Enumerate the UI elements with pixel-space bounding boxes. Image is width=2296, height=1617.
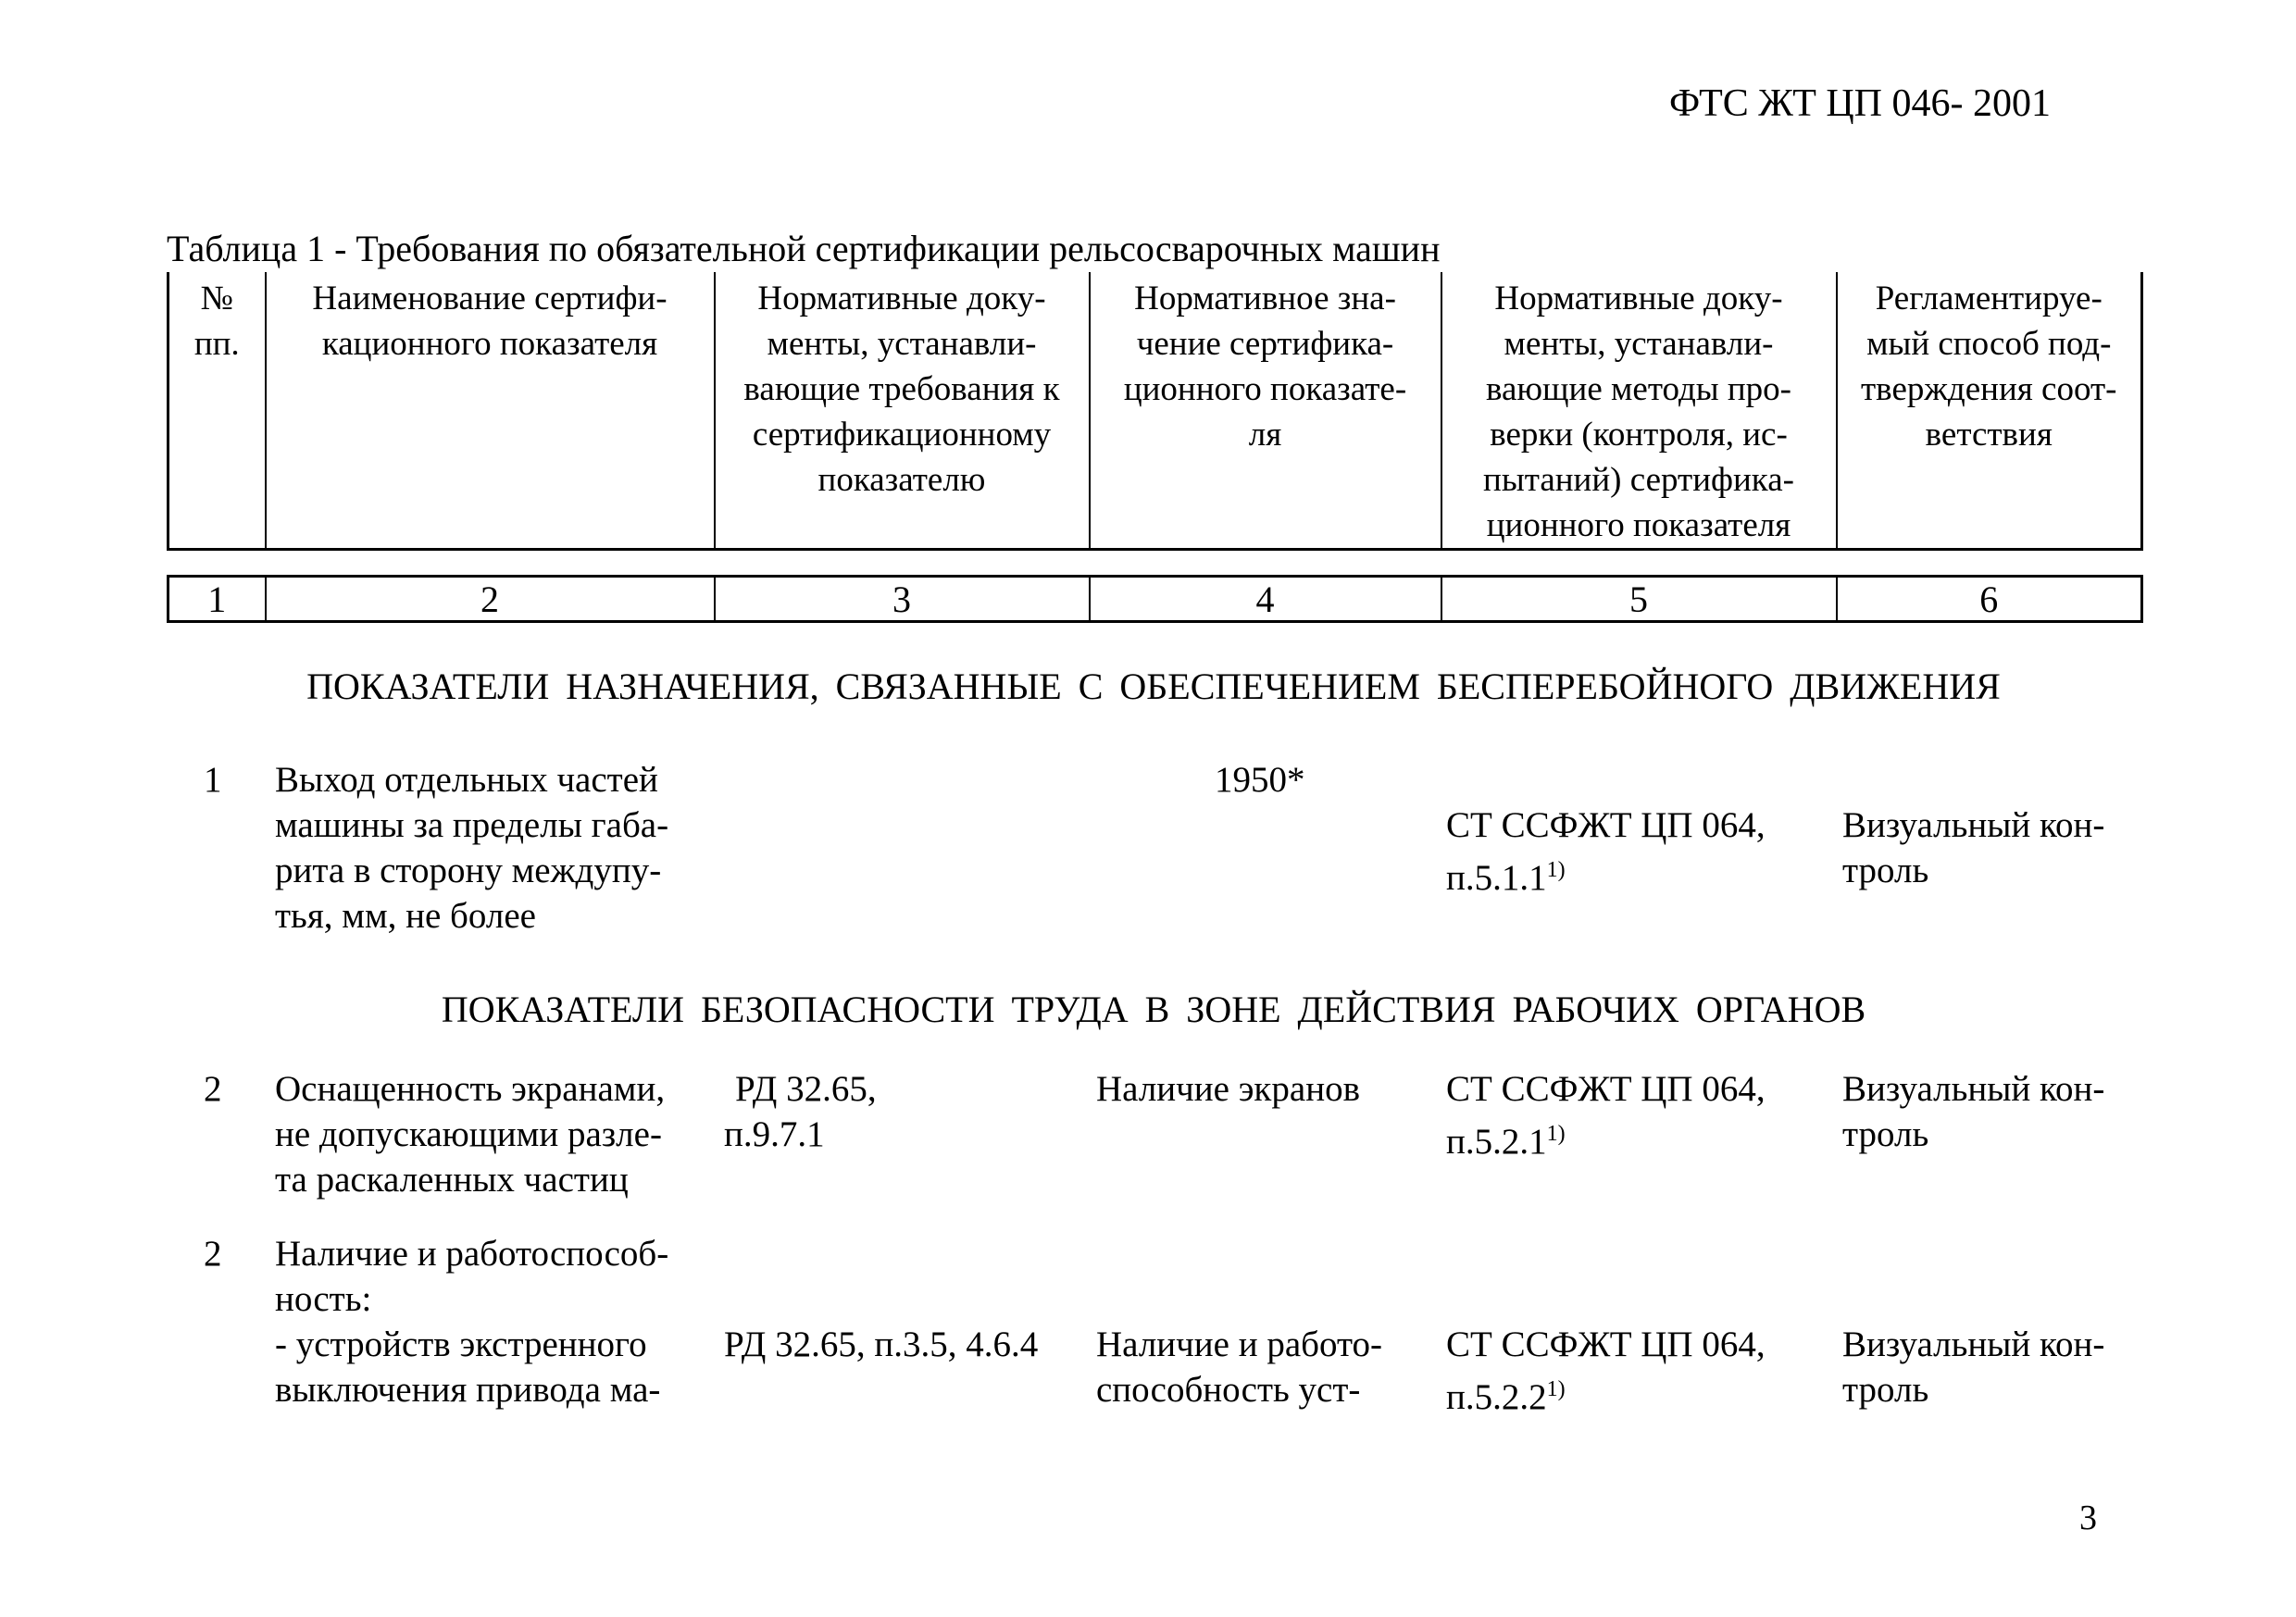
column-header-indicator-name: Наименование сертифи- кационного показателя	[266, 272, 715, 550]
footnote-marker: 1)	[1546, 858, 1566, 882]
method-docs: СТ ССФЖТ ЦП 064, п.5.2.2$^{1)}$	[1446, 1325, 1766, 1417]
normative-value: Наличие и работо- способность уст-	[1096, 1325, 1382, 1410]
normative-value: 1950*	[1215, 760, 1305, 800]
method-docs: СТ ССФЖТ ЦП 064, п.5.1.1$^{1)}$	[1446, 805, 1766, 898]
confirmation-method: Визуальный кон- троль	[1842, 1069, 2105, 1154]
row-number: 2	[204, 1234, 222, 1274]
table-header	[167, 272, 2143, 551]
indicator-name: Наличие и работоспособ- ность: - устройств экстренного выключения привода ма-	[275, 1234, 669, 1410]
normative-value: Наличие экранов	[1096, 1069, 1360, 1109]
column-number: 6	[1837, 577, 2142, 622]
column-header-method-docs: Нормативные доку- менты, устанавли- вающие методы про- верки (контроля, ис- пытаний) сертифика- ционного показателя	[1441, 272, 1837, 550]
page-number: 3	[2079, 1499, 2097, 1537]
method-docs: СТ ССФЖТ ЦП 064, п.5.2.1$^{1)}$	[1446, 1069, 1766, 1162]
row-number: 1	[204, 760, 222, 800]
indicator-name: Оснащенность экранами, не допускающими разле- та раскаленных частиц	[275, 1069, 666, 1200]
column-number-row	[167, 575, 2143, 623]
indicator-name: Выход отдельных частей машины за пределы габа- рита в сторону междупу- тья, мм, не более	[275, 760, 669, 936]
confirmation-method: Визуальный кон- троль	[1842, 1325, 2105, 1410]
confirmation-method: Визуальный кон- троль	[1842, 805, 2105, 890]
footnote-marker: 1)	[1546, 1377, 1566, 1401]
section-heading: ПОКАЗАТЕЛИ НАЗНАЧЕНИЯ, СВЯЗАННЫЕ С ОБЕСПЕЧЕНИЕМ БЕСПЕРЕБОЙНОГО ДВИЖЕНИЯ	[306, 665, 2001, 707]
requirement-docs: РД 32.65, п.3.5, 4.6.4	[724, 1325, 1039, 1364]
row-number: 2	[204, 1069, 222, 1109]
column-number: 4	[1090, 577, 1441, 622]
document-code: ФТС ЖТ ЦП 046- 2001	[1668, 82, 2051, 125]
table-caption: Таблица 1 - Требования по обязательной сертификации рельсосварочных машин	[167, 228, 1441, 269]
column-header-requirement-docs: Нормативные доку- менты, устанавли- вающие требования к сертификационному показателю	[715, 272, 1090, 550]
column-header-number: № пп.	[168, 272, 266, 550]
column-number: 5	[1441, 577, 1837, 622]
column-header-confirmation-method: Регламентируе- мый способ под- тверждения соот- ветствия	[1837, 272, 2142, 550]
requirement-docs: РД 32.65, п.9.7.1	[724, 1069, 877, 1154]
column-header-normative-value: Нормативное зна- чение сертифика- ционного показате- ля	[1090, 272, 1441, 550]
column-number: 1	[207, 578, 227, 620]
section-heading: ПОКАЗАТЕЛИ БЕЗОПАСНОСТИ ТРУДА В ЗОНЕ ДЕЙСТВИЯ РАБОЧИХ ОРГАНОВ	[441, 989, 1866, 1030]
footnote-marker: 1)	[1546, 1122, 1566, 1146]
column-number: 3	[715, 577, 1090, 622]
column-number: 2	[266, 577, 715, 622]
